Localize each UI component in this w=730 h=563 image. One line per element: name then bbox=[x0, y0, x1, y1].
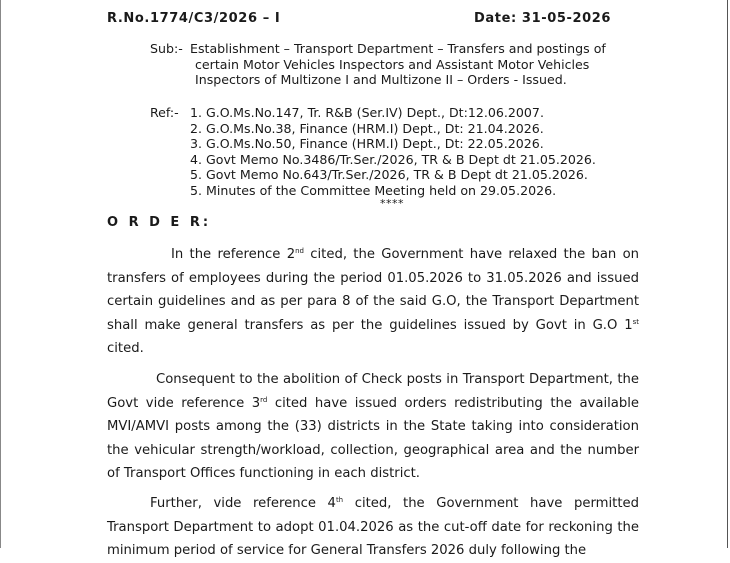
document-date: Date: 31-05-2026 bbox=[474, 11, 612, 26]
paragraph-2-text-a: Consequent to the abolition of Check posts in Transport Department, the Govt vide reference 3 bbox=[107, 372, 639, 411]
paragraph-3-text-a: Further, vide reference 4 bbox=[150, 496, 336, 511]
subject-line-3: Inspectors of Multizone I and Multizone II – Orders - Issued. bbox=[195, 72, 567, 87]
reference-item: 2. G.O.Ms.No.38, Finance (HRM.I) Dept., Dt: 21.04.2026. bbox=[190, 120, 544, 136]
subject-text bbox=[190, 41, 639, 88]
paragraph-2 bbox=[107, 368, 639, 486]
paragraph-1-text-b: cited, the Government have relaxed the ban on transfers of employees during the period 01.05.2026 to 31.05.2026 and issued certain guidelines and as per para 8 of the said G.O, the Transport Department shall make general transfers as per the guidelines issued by Govt in G.O 1 bbox=[107, 247, 639, 333]
reference-item: 4. Govt Memo No.3486/Tr.Ser./2026, TR & B Dept dt 21.05.2026. bbox=[190, 151, 596, 167]
subject-line-2: certain Motor Vehicles Inspectors and Assistant Motor Vehicles bbox=[195, 56, 590, 72]
references-list bbox=[190, 105, 596, 198]
paragraph-2-sup-a: rd bbox=[260, 395, 268, 404]
paragraph-3 bbox=[107, 492, 639, 563]
reference-item: 5. Minutes of the Committee Meeting held on 29.05.2026. bbox=[190, 182, 557, 198]
paragraph-3-text-b: cited, the Government have permitted Transport Department to adopt 01.04.2026 as the cut-off date for reckoning the minimum period of service for General Transfers 2026 duly following the bbox=[107, 496, 639, 558]
paragraph-1 bbox=[107, 243, 639, 361]
paragraph-1-text-c: cited. bbox=[107, 341, 144, 356]
paragraph-2-text-b: cited have issued orders redistributing the available MVI/AMVI posts among the (33) districts in the State taking into consideration the vehicular strength/workload, collection, geographical area and the number of Transport Offices functioning in each district. bbox=[107, 395, 639, 481]
scrollbar-edge[interactable] bbox=[727, 0, 728, 548]
reference-number: R.No.1774/C3/2026 – I bbox=[107, 11, 281, 26]
paragraph-1-sup-b: st bbox=[632, 317, 639, 326]
document-header bbox=[107, 11, 639, 29]
subject-label: Sub:- bbox=[150, 41, 183, 56]
reference-item: 5. Govt Memo No.643/Tr.Ser./2026, TR & B Dept dt 21.05.2026. bbox=[190, 167, 588, 182]
references-label: Ref:- bbox=[150, 105, 179, 120]
paragraph-3-sup-a: th bbox=[335, 496, 344, 504]
order-heading: O R D E R: bbox=[107, 215, 212, 230]
page-left-edge bbox=[0, 0, 1, 548]
paragraph-1-sup-a: nd bbox=[295, 247, 304, 255]
reference-item: 1. G.O.Ms.No.147, Tr. R&B (Ser.IV) Dept., Dt:12.06.2007. bbox=[190, 105, 544, 120]
separator: **** bbox=[380, 197, 404, 210]
subject-line-1: Establishment – Transport Department – Transfers and postings of bbox=[190, 41, 606, 56]
reference-item: 3. G.O.Ms.No.50, Finance (HRM.I) Dept., Dt: 22.05.2026. bbox=[190, 136, 544, 151]
paragraph-1-text-a: In the reference 2 bbox=[171, 247, 296, 262]
